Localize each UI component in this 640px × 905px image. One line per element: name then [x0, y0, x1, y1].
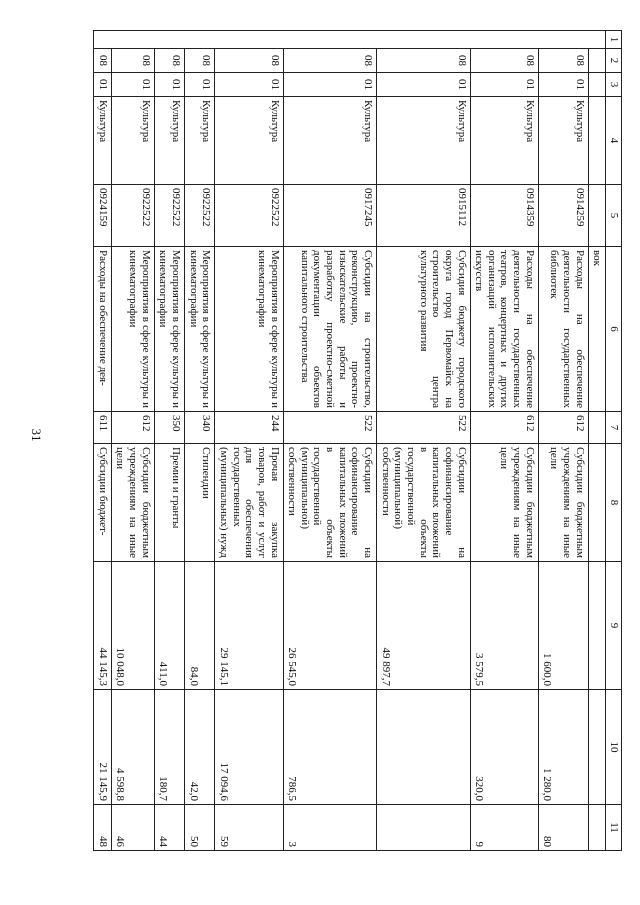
- cell-c7: 612: [538, 412, 588, 444]
- cell-c3: 01: [185, 73, 215, 97]
- col-header: 10: [606, 690, 622, 805]
- cell-c2: [588, 49, 606, 73]
- col-header: 11: [606, 805, 622, 851]
- budget-table: [93, 30, 622, 851]
- col-header: 5: [606, 185, 622, 247]
- cell-c10: 180,7: [154, 690, 184, 805]
- cell-c8: Прочая закупка товаров, работ и услуг для обеспечения государственных (муниципальных) нужд: [215, 444, 283, 562]
- cell-c3: [588, 73, 606, 97]
- cell-c4: [588, 97, 606, 185]
- cell-c4: Культура: [185, 97, 215, 185]
- cell-c7: 611: [94, 412, 112, 444]
- cell-c10: 42,0: [185, 690, 215, 805]
- table-body: [94, 31, 606, 851]
- cell-c11: 50: [185, 805, 215, 851]
- table-row: [94, 31, 112, 851]
- cell-c6: Субсидия бюджету городского округа город Первомайск на строительство центра культурного развития: [377, 247, 470, 412]
- cell-c7: 612: [470, 412, 538, 444]
- cell-c2: 08: [377, 49, 470, 73]
- col-header: 2: [606, 49, 622, 73]
- cell-c9: 84,0: [185, 562, 215, 690]
- cell-c10: 4 598,8: [111, 690, 154, 805]
- cell-c11: 9: [470, 805, 538, 851]
- cell-c4: Культура: [377, 97, 470, 185]
- cell-c9: 44 145,3: [94, 562, 112, 690]
- cell-c5: 0922522: [154, 185, 184, 247]
- cell-c4: Культура: [215, 97, 283, 185]
- cell-c2: 08: [283, 49, 376, 73]
- cell-c8: Субсидии бюджетным учреждениям на иные цели: [470, 444, 538, 562]
- cell-c4: Культура: [283, 97, 376, 185]
- cell-c10: 17 094,6: [215, 690, 283, 805]
- cell-c3: 01: [283, 73, 376, 97]
- cell-c2: 08: [470, 49, 538, 73]
- cell-c11: 48: [94, 805, 112, 851]
- cell-c7: 350: [154, 412, 184, 444]
- cell-c5: 0917245: [283, 185, 376, 247]
- cell-c2: 08: [538, 49, 588, 73]
- cell-c7: 244: [215, 412, 283, 444]
- cell-c6: Мероприятия в сфере культуры и кинематографии: [185, 247, 215, 412]
- cell-c5: 0922522: [215, 185, 283, 247]
- col-header: 7: [606, 412, 622, 444]
- cell-c7: 522: [377, 412, 470, 444]
- cell-c5: 0924159: [94, 185, 112, 247]
- cell-c6: Расходы на обеспечение деятельности государственных библиотек: [538, 247, 588, 412]
- cell-c9: 3 579,5: [470, 562, 538, 690]
- cell-c6: Мероприятия в сфере культуры и кинематографии: [111, 247, 154, 412]
- cell-c9: 26 545,0: [283, 562, 376, 690]
- cell-c8: Премии и гранты: [154, 444, 184, 562]
- cell-c5: [588, 185, 606, 247]
- cell-c7: 612: [111, 412, 154, 444]
- cell-c3: 01: [377, 73, 470, 97]
- col-header: 6: [606, 247, 622, 412]
- cell-c5: 0914259: [538, 185, 588, 247]
- table-row: [283, 31, 376, 851]
- col-header: 4: [606, 97, 622, 185]
- cell-c10: 320,0: [470, 690, 538, 805]
- cell-c11: 46: [111, 805, 154, 851]
- cell-c5: 0914359: [470, 185, 538, 247]
- cell-c8: Субсидии на софинансирование капитальных вложений в объекты государственной (муниципальной) собственности: [377, 444, 470, 562]
- cell-c9: 1 600,0: [538, 562, 588, 690]
- cell-c3: 01: [470, 73, 538, 97]
- cell-c1: [94, 31, 606, 49]
- cell-c6: Расходы на обеспечение дея-: [94, 247, 112, 412]
- table-row: [538, 31, 588, 851]
- cell-c4: Культура: [94, 97, 112, 185]
- cell-c10: 21 145,9: [94, 690, 112, 805]
- cell-c3: 01: [111, 73, 154, 97]
- cell-c8: Стипендии: [185, 444, 215, 562]
- cell-c3: 01: [94, 73, 112, 97]
- col-header: 8: [606, 444, 622, 562]
- cell-c2: 08: [154, 49, 184, 73]
- cell-c4: Культура: [470, 97, 538, 185]
- cell-c9: 29 145,1: [215, 562, 283, 690]
- cell-c6: Субсидии на строительство, реконструкцию, проектно-изыскательские работы и разработку проектно-сметной документации объектов капитального строительства: [283, 247, 376, 412]
- cell-c10: [377, 690, 470, 805]
- cell-c6: Мероприятия в сфере культуры и кинематографии: [215, 247, 283, 412]
- cell-c3: 01: [154, 73, 184, 97]
- cell-c11: 3: [283, 805, 376, 851]
- cell-c9: 411,0: [154, 562, 184, 690]
- cell-c4: Культура: [111, 97, 154, 185]
- cell-c11: 80: [538, 805, 588, 851]
- col-header: 9: [606, 562, 622, 690]
- cell-c6: Мероприятия в сфере культуры и кинематографии: [154, 247, 184, 412]
- cell-c5: 0915112: [377, 185, 470, 247]
- cell-c11: 44: [154, 805, 184, 851]
- col-header: 1: [606, 31, 622, 49]
- cell-c2: 08: [111, 49, 154, 73]
- header-row: [606, 31, 622, 851]
- cell-c6: Расходы на обеспечение деятельности государственных театров, концертных и других организаций исполнительских искусств: [470, 247, 538, 412]
- cell-c5: 0922522: [111, 185, 154, 247]
- cell-c5: 0922522: [185, 185, 215, 247]
- page-number: 31: [29, 428, 44, 442]
- cell-c11: 59: [215, 805, 283, 851]
- cell-c9: 10 048,0: [111, 562, 154, 690]
- cell-c3: 01: [215, 73, 283, 97]
- cell-c9: [588, 562, 606, 690]
- table-row: [185, 31, 215, 851]
- cell-c4: Культура: [154, 97, 184, 185]
- cell-c8: Субсидии бюджет-: [94, 444, 112, 562]
- cell-c7: [588, 412, 606, 444]
- col-header: 3: [606, 73, 622, 97]
- cell-c8: [588, 444, 606, 562]
- rotated-table-wrapper: [62, 30, 622, 850]
- cell-c7: 522: [283, 412, 376, 444]
- cell-c10: 1 280,0: [538, 690, 588, 805]
- table-row: [377, 31, 470, 851]
- cell-c9: 49 897,7: [377, 562, 470, 690]
- cell-c10: 786,5: [283, 690, 376, 805]
- table-row: [154, 31, 184, 851]
- cell-c2: 08: [94, 49, 112, 73]
- cell-c8: Субсидии бюджетным учреждениям на иные цели: [538, 444, 588, 562]
- cell-c11: [588, 805, 606, 851]
- table-row: [111, 31, 154, 851]
- cell-c8: Субсидии бюджетным учреждениям на иные цели: [111, 444, 154, 562]
- table-row: [215, 31, 283, 851]
- continuation-row: [588, 31, 606, 851]
- cell-c11: [377, 805, 470, 851]
- cell-c8: Субсидии на софинансирование капитальных вложений в объекты государственной (муниципальной) собственности: [283, 444, 376, 562]
- cell-c10: [588, 690, 606, 805]
- cell-c4: Культура: [538, 97, 588, 185]
- cell-c6: вок: [588, 247, 606, 412]
- cell-c3: 01: [538, 73, 588, 97]
- table-row: [470, 31, 538, 851]
- cell-c2: 08: [215, 49, 283, 73]
- cell-c7: 340: [185, 412, 215, 444]
- cell-c2: 08: [185, 49, 215, 73]
